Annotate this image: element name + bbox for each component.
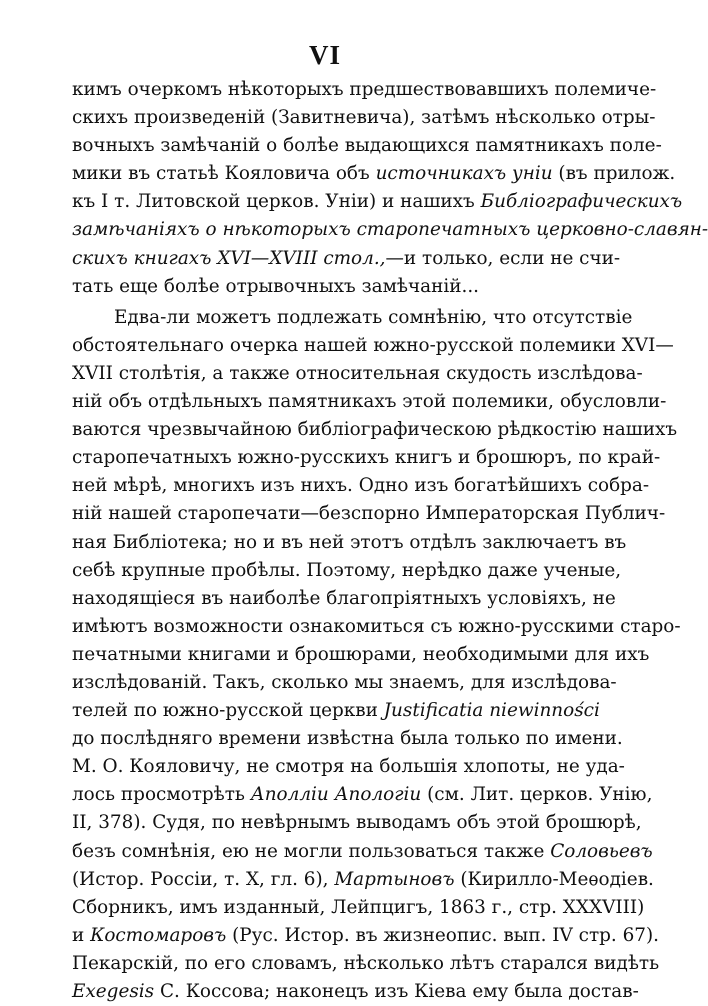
text-segment: себѣ крупные пробѣлы. Поэтому, нерѣдко даже ученые, <box>72 559 622 581</box>
italic-text-segment: Костомаровъ <box>90 924 227 946</box>
text-line <box>72 529 627 557</box>
text-segment: ній объ отдѣльныхъ памятникахъ этой полемики, обусловли- <box>72 391 667 413</box>
text-line <box>72 472 650 500</box>
text-segment: (Кирилло-Меѳодіев. <box>454 868 654 890</box>
text-line <box>72 245 621 273</box>
text-segment: Едва-ли можетъ подлежать сомнѣнію, что отсутствіе <box>114 306 633 328</box>
text-segment: мики въ статьѣ Кояловича объ <box>72 163 376 185</box>
text-segment: (Рус. Истор. въ жизнеопис. вып. IV стр. 67). <box>226 924 660 946</box>
italic-text-segment: Justificatia niewinności <box>383 700 600 722</box>
text-line <box>72 216 708 244</box>
text-line <box>72 360 643 388</box>
text-line <box>72 641 650 669</box>
text-line <box>72 76 657 104</box>
text-line <box>72 922 660 950</box>
text-segment: вочныхъ замѣчаній о болѣе выдающихся памятникахъ поле- <box>72 135 662 157</box>
text-segment: ная Библіотека; но и въ ней этотъ отдѣлъ заключаетъ въ <box>72 531 627 553</box>
text-line <box>72 809 642 837</box>
text-line <box>72 557 622 585</box>
text-segment: къ I т. Литовской церков. Уніи) и нашихъ <box>72 191 481 213</box>
text-line <box>72 613 681 641</box>
text-segment: тать еще болѣе отрывочныхъ замѣчаній... <box>72 275 480 297</box>
page-number: VI <box>308 40 341 70</box>
text-line <box>72 866 654 894</box>
text-line <box>72 500 666 528</box>
text-segment: (см. Лит. церков. Унію, <box>421 784 653 806</box>
italic-text-segment: источникахъ уніи <box>375 163 553 185</box>
text-line <box>72 444 661 472</box>
body-text <box>72 76 708 1006</box>
text-line <box>72 781 653 809</box>
text-segment: имѣютъ возможности ознакомиться съ южно-русскими старо- <box>72 615 681 637</box>
text-segment: телей по южно-русской церкви <box>72 700 384 722</box>
italic-text-segment: Exegesis <box>72 981 155 1002</box>
text-line <box>72 388 667 416</box>
italic-text-segment: Библіографическихъ <box>480 191 683 213</box>
text-line <box>72 304 633 332</box>
text-segment: скихъ произведеній (Завитневича), затѣмъ нѣсколько отры- <box>72 107 656 129</box>
text-segment: безъ сомнѣнія, ею не могли пользоваться также <box>72 840 551 862</box>
text-segment: ней мѣрѣ, многихъ изъ нихъ. Одно изъ богатѣйшихъ собра- <box>72 475 650 497</box>
text-line <box>72 104 656 132</box>
text-line <box>72 838 653 866</box>
text-segment: Пекарскій, по его словамъ, нѣсколько лѣтъ старался видѣть <box>72 952 660 974</box>
italic-text-segment: Мартыновъ <box>334 868 455 890</box>
text-line <box>72 132 662 160</box>
text-line <box>72 160 676 188</box>
text-segment: кимъ очеркомъ нѣкоторыхъ предшествовавшихъ полемиче- <box>72 79 657 100</box>
italic-text-segment: Аполлiи Апологіи <box>250 784 422 806</box>
text-segment: старопечатныхъ южно-русскихъ книгъ и брошюръ, по край- <box>72 447 661 469</box>
text-line <box>72 273 592 301</box>
text-line <box>72 725 623 753</box>
text-line <box>72 894 645 922</box>
text-segment: М. О. Кояловичу, не смотря на большія хлопоты, не уда- <box>72 756 625 778</box>
text-segment: ваются чрезвычайною библіографическою рѣдкостію нашихъ <box>72 419 678 441</box>
text-segment: печатными книгами и брошюрами, необходимыми для ихъ <box>72 643 650 665</box>
text-segment: II, 378). Судя, по невѣрнымъ выводамъ объ этой брошюрѣ, <box>72 812 642 834</box>
text-segment: находящіеся въ наиболѣе благопріятныхъ условіяхъ, не <box>72 587 616 609</box>
text-segment: изслѣдованій. Такъ, сколько мы знаемъ, для изслѣдова- <box>72 671 617 693</box>
italic-text-segment: скихъ книгахъ XVI—XVIII стол., <box>72 247 386 269</box>
text-line <box>72 697 600 725</box>
text-segment: С. Коссова; наконецъ изъ Кіева ему была достав- <box>154 981 639 1002</box>
text-line <box>72 669 617 697</box>
italic-text-segment: замѣчаніяхъ о нѣкоторыхъ старопечатныхъ церковно-славян- <box>72 219 708 241</box>
text-line <box>72 978 639 1006</box>
text-segment: и <box>72 924 91 946</box>
text-segment: —и только, если не счи- <box>385 247 621 269</box>
text-line <box>72 950 660 978</box>
text-segment: ній нашей старопечати—безспорно Императорская Публич- <box>72 503 666 525</box>
text-segment: Сборникъ, имъ изданный, Лейпцигъ, 1863 г., стр. XXXVIII) <box>72 896 645 918</box>
text-line <box>72 332 674 360</box>
text-segment: обстоятельнаго очерка нашей южно-русской полемики XVI— <box>72 334 674 356</box>
text-segment: лось просмотрѣть <box>72 784 251 806</box>
italic-text-segment: Соловьевъ <box>550 840 653 862</box>
text-segment: XVII столѣтія, а также относительная скудость изслѣдова- <box>72 362 643 384</box>
text-segment: (Истор. Россіи, т. X, гл. 6), <box>72 868 335 890</box>
text-segment: до послѣдняго времени извѣстна была только по имени. <box>72 728 623 750</box>
text-line <box>72 188 683 216</box>
text-line <box>72 416 678 444</box>
text-line <box>72 585 616 613</box>
text-segment: (въ прилож. <box>552 163 676 185</box>
text-line <box>72 753 625 781</box>
